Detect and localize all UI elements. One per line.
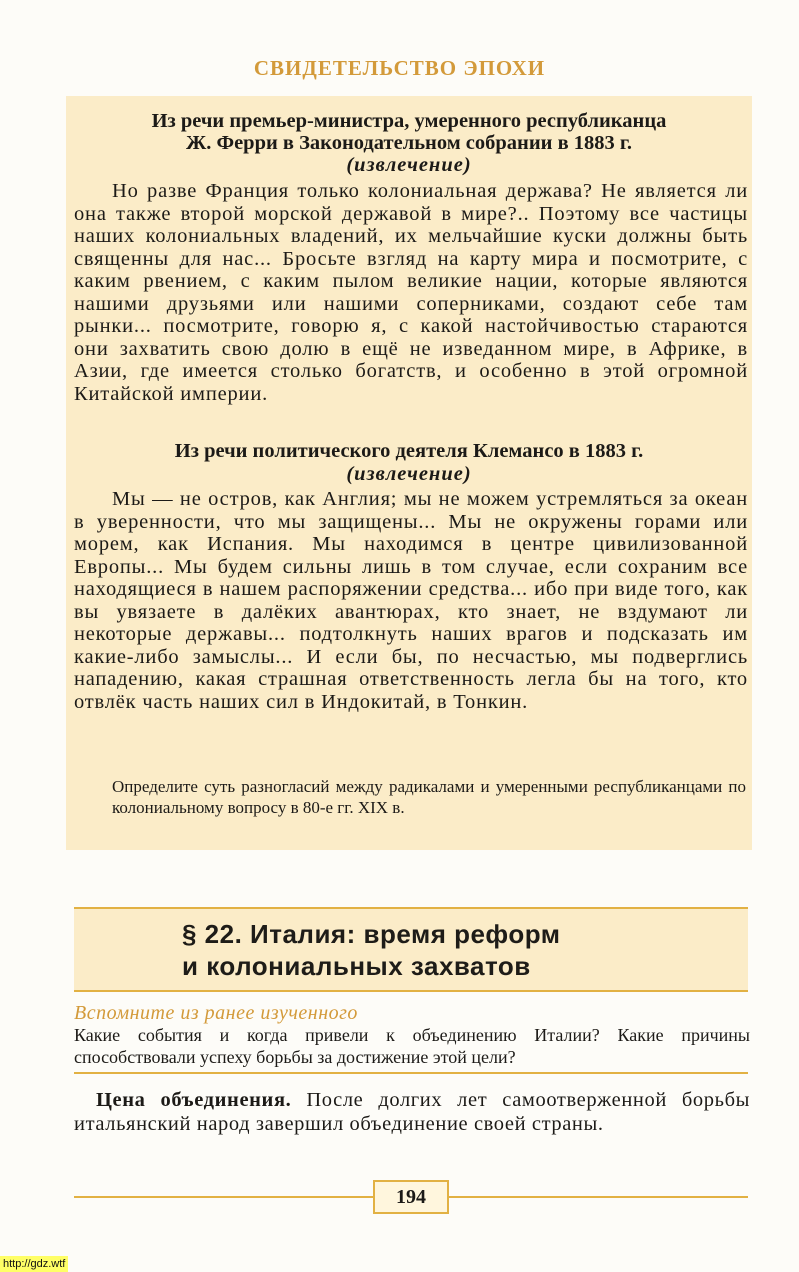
main-paragraph-text: После долгих лет самоотверженной борьбы итальянский народ завершил объединение своей страны.: [74, 1089, 750, 1135]
doc2-heading: Из речи политического деятеля Клемансо в 1883 г.: [174, 440, 644, 462]
doc1-heading: [74, 110, 744, 154]
main-paragraph-lead: Цена объединения.: [96, 1089, 292, 1111]
section-bottom-rule: [74, 990, 748, 992]
doc2-text: Мы — не остров, как Англия; мы не можем устремляться за океан в уверенности, что мы защищены... Мы не окружены горами или морем, как Испания. Мы находимся в центре цивилизованной Европы... Мы будем сильны лишь в том случае, если сохраним все находящиеся в нашем распоряжении средства... ибо при виде того, как вы увязаете в далёких авантюрах, кто знает, не вздумают ли некоторые державы... подтолкнуть наших врагов и подсказать им какие-либо замыслы... И если бы, по несчастью, мы подверглись нападению, какая страшная ответственность легла бы на того, кто отвлёк часть наших сил в Индокитай, в Тонкин.: [74, 488, 748, 713]
section-title-line2: и колониальных захватов: [182, 951, 531, 981]
section-header-title: СВИДЕТЕЛЬСТВО ЭПОХИ: [253, 56, 546, 80]
watermark-link[interactable]: http://gdz.wtf: [0, 1256, 68, 1272]
recall-text: Какие события и когда привели к объединению Италии? Какие причины способствовали успеху борьбы за достижение этой цели?: [74, 1025, 750, 1067]
doc1-subtitle: (извлечение): [346, 154, 472, 176]
recall-bottom-rule: [74, 1072, 748, 1074]
question-text: Определите суть разногласий между радикалами и умеренными республиканцами по колониальному вопросу в 80-е гг. XIX в.: [112, 777, 746, 817]
doc1-text: Но разве Франция только колониальная держава? Не является ли она также второй морской державой в мире?.. Поэтому все частицы наших колониальных владений, их мельчайшие куски должны быть священны для нас... Бросьте взгляд на карту мира и посмотрите, с каким рвением, с каким пылом великие нации, которые являются нашими друзьями или нашими соперниками, создают себе там рынки... посмотрите, говорю я, с какой настойчивостью стараются они захватить свою долю в ещё не изведанном мире, в Африке, в Азии, где имеется столько богатств, и особенно в этой огромной Китайской империи.: [74, 180, 748, 405]
doc2-subtitle: (извлечение): [346, 463, 472, 485]
doc1-heading-line1: Из речи премьер-министра, умеренного республиканца: [151, 110, 667, 132]
page-number: 194: [373, 1180, 449, 1214]
recall-title: Вспомните из ранее изученного: [74, 1002, 358, 1024]
doc1-heading-line2: Ж. Ферри в Законодательном собрании в 1883 г.: [185, 132, 633, 154]
footer-rule-right: [447, 1196, 748, 1198]
section-title-line1: § 22. Италия: время реформ: [182, 919, 561, 949]
main-paragraph: [74, 1088, 750, 1136]
section-title: [182, 918, 742, 982]
footer-rule-left: [74, 1196, 373, 1198]
